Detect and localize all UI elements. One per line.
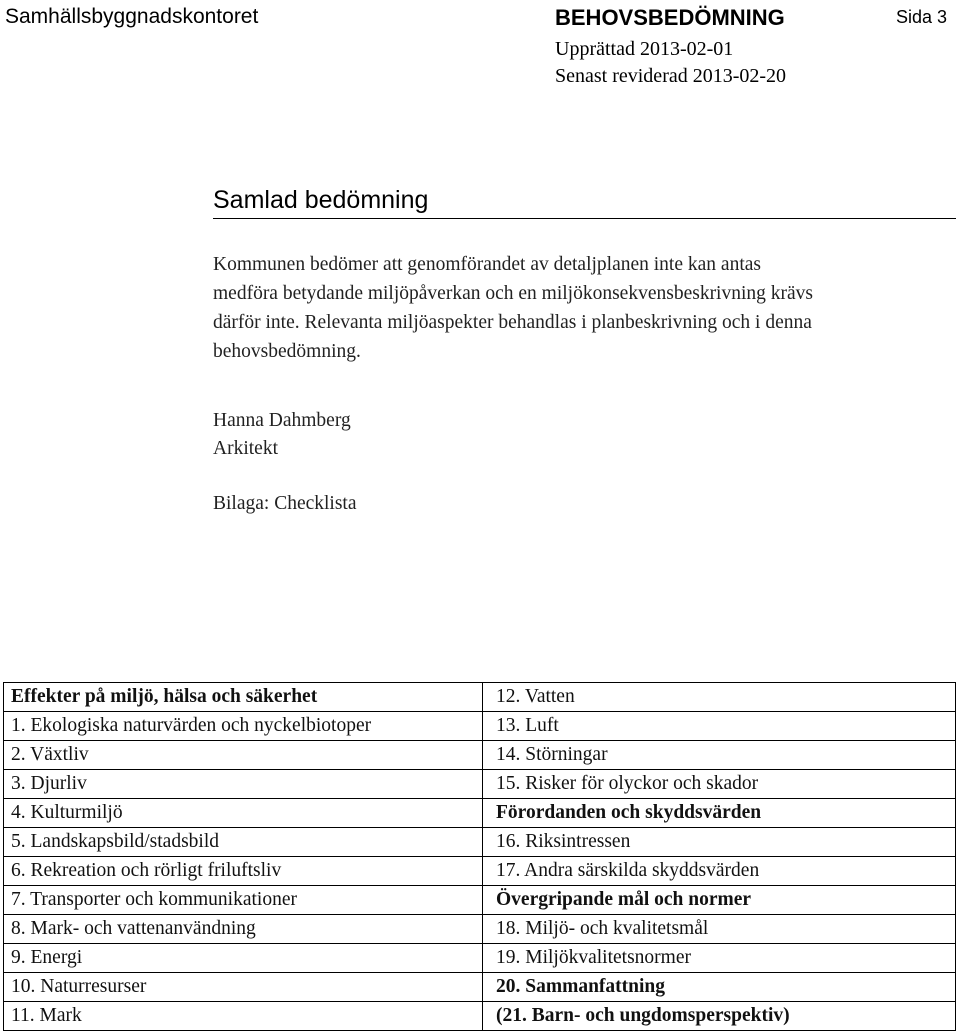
summary-line: medföra betydande miljöpåverkan och en miljökonsekvensbeskrivning krävs: [213, 283, 814, 304]
summary-line: Kommunen bedömer att genomförandet av detaljplanen inte kan antas: [213, 254, 761, 275]
signature-role: Arkitekt: [213, 438, 278, 459]
checklist-item-right: 17. Andra särskilda skyddsvärden: [483, 857, 956, 886]
checklist-row: [4, 828, 956, 857]
checklist-item-right: 15. Risker för olyckor och skador: [483, 770, 956, 799]
checklist-row: [4, 799, 956, 828]
checklist-item-left: 11. Mark: [4, 1002, 483, 1031]
checklist-item-left: 2. Växtliv: [4, 741, 483, 770]
page-number: Sida 3: [896, 7, 948, 27]
checklist-item-right: (21. Barn- och ungdomsperspektiv): [483, 1002, 956, 1031]
checklist-item-right: 13. Luft: [483, 712, 956, 741]
checklist-item-right: 19. Miljökvalitetsnormer: [483, 944, 956, 973]
heading-underline: [213, 218, 956, 219]
checklist-item-left: Effekter på miljö, hälsa och säkerhet: [4, 683, 483, 712]
checklist-row: [4, 712, 956, 741]
checklist-item-right: 12. Vatten: [483, 683, 956, 712]
summary-line: behovsbedömning.: [213, 341, 361, 362]
checklist-row: [4, 944, 956, 973]
checklist-item-right: 16. Riksintressen: [483, 828, 956, 857]
checklist-item-right: 14. Störningar: [483, 741, 956, 770]
summary-paragraph: [213, 250, 913, 366]
checklist-item-left: 8. Mark- och vattenanvändning: [4, 915, 483, 944]
checklist-item-left: 3. Djurliv: [4, 770, 483, 799]
organization-name: Samhällsbyggnadskontoret: [5, 5, 259, 28]
signature-name: Hanna Dahmberg: [213, 410, 351, 431]
checklist-row: [4, 770, 956, 799]
checklist-row: [4, 915, 956, 944]
checklist-row: [4, 857, 956, 886]
section-heading: Samlad bedömning: [213, 186, 429, 214]
checklist-item-left: 4. Kulturmiljö: [4, 799, 483, 828]
checklist-row: [4, 1002, 956, 1031]
document-title: BEHOVSBEDÖMNING: [555, 5, 785, 30]
checklist-row: [4, 741, 956, 770]
checklist-item-left: 6. Rekreation och rörligt friluftsliv: [4, 857, 483, 886]
attachment-label: Bilaga: Checklista: [213, 493, 357, 514]
checklist-item-left: 9. Energi: [4, 944, 483, 973]
revised-date: Senast reviderad 2013-02-20: [555, 65, 787, 87]
checklist-row: [4, 886, 956, 915]
checklist-table: [3, 682, 956, 1031]
checklist-row: [4, 683, 956, 712]
checklist-item-left: 10. Naturresurser: [4, 973, 483, 1002]
checklist-body: [4, 683, 956, 1031]
summary-line: därför inte. Relevanta miljöaspekter behandlas i planbeskrivning och i denna: [213, 312, 812, 333]
checklist-item-right: Förordanden och skyddsvärden: [483, 799, 956, 828]
checklist-item-right: Övergripande mål och normer: [483, 886, 956, 915]
checklist-row: [4, 973, 956, 1002]
checklist-item-left: 1. Ekologiska naturvärden och nyckelbiotoper: [4, 712, 483, 741]
created-date: Upprättad 2013-02-01: [555, 38, 734, 60]
checklist-item-right: 18. Miljö- och kvalitetsmål: [483, 915, 956, 944]
checklist-item-right: 20. Sammanfattning: [483, 973, 956, 1002]
checklist-item-left: 5. Landskapsbild/stadsbild: [4, 828, 483, 857]
checklist-item-left: 7. Transporter och kommunikationer: [4, 886, 483, 915]
